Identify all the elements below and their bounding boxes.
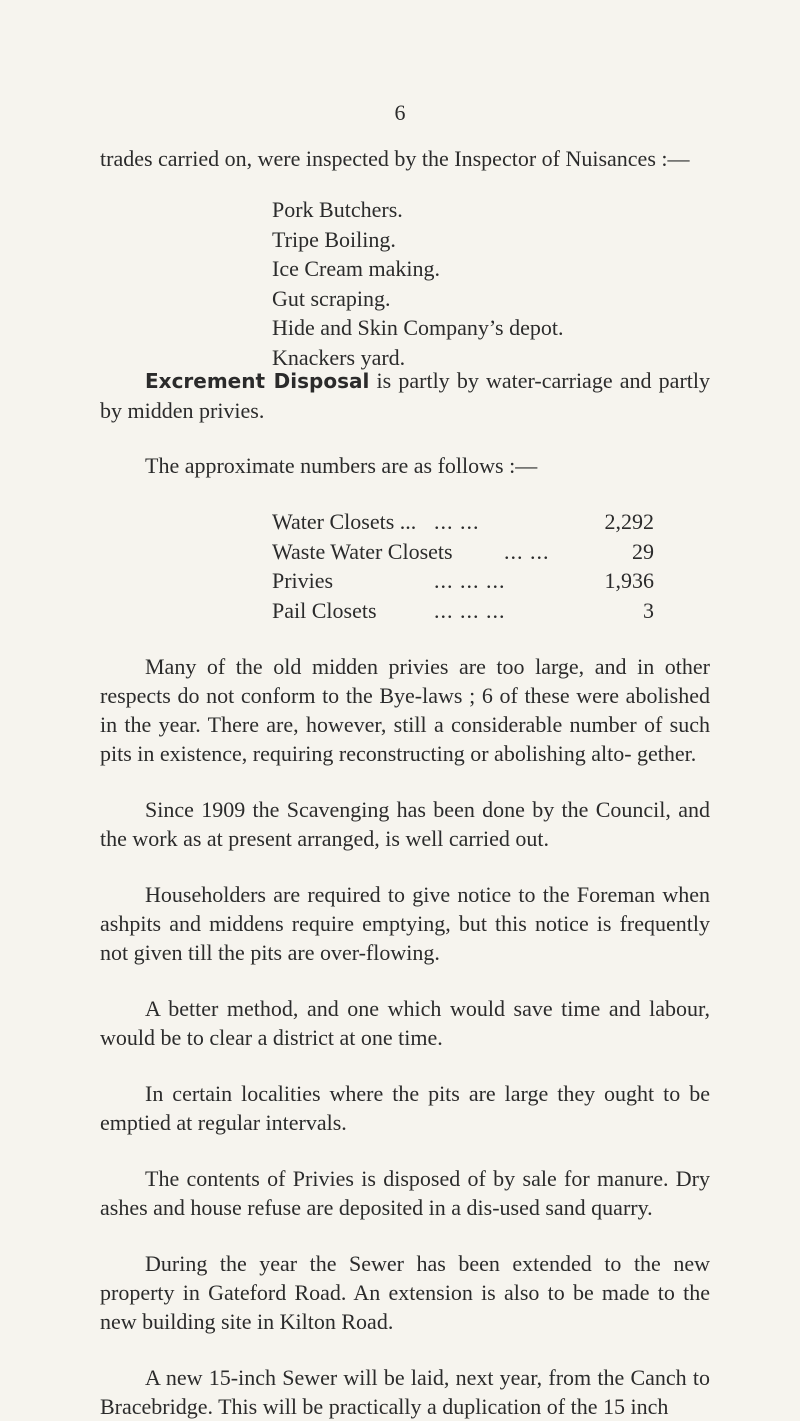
paragraph-householders: Householders are required to give notice to the Foreman when ashpits and middens require emptying, but this notice is frequently not given till the pits are over-flowing. [100,882,710,965]
row-label: Water Closets ... [272,509,417,534]
list-item: Gut scraping. [272,285,391,311]
paragraph-localities: In certain localities where the pits are large they ought to be emptied at regular intervals. [100,1081,710,1135]
paragraph-sewer: During the year the Sewer has been extended to the new property in Gateford Road. An extension is also to be made to the new building site in Kilton Road. [100,1251,710,1334]
row-value: 2,292 [604,509,654,534]
excrement-text: is partly by water-carriage and partly by midden privies. [100,368,710,423]
row-value: 1,936 [604,568,654,593]
page-number: 6 [394,100,406,125]
trades-list [272,195,563,372]
list-item: Pork Butchers. [272,197,403,222]
row-leader: ... ... ... [434,597,506,623]
row-label: Pail Closets [272,597,377,623]
paragraph-method: A better method, and one which would save time and labour, would be to clear a district at one time. [100,996,710,1050]
table-row [272,566,654,596]
list-item: Knackers yard. [272,344,406,370]
excrement-paragraph [100,366,710,425]
intro-text: trades carried on, were inspected by the Inspector of Nuisances :— [100,146,690,171]
paragraph-new-sewer: A new 15-inch Sewer will be laid, next year, from the Canch to Bracebridge. This will be practically a duplication of the 15 inch [100,1365,710,1419]
list-item: Tripe Boiling. [272,226,396,252]
row-leader: ... ... ... [434,568,506,593]
paragraph-midden: Many of the old midden privies are too large, and in other respects do not conform to the Bye-laws ; 6 of these were abolished in the year. There are, however, still a considerable number of such pits in existence, requiring reconstructing or abolishing alto- gether. [100,654,710,766]
closets-table [272,507,654,625]
table-row [272,507,654,537]
list-item: Ice Cream making. [272,256,440,281]
list-item: Hide and Skin Company’s depot. [272,315,564,340]
row-leader: ... ... [434,509,480,534]
row-label: Privies [272,568,334,593]
row-value: 3 [643,597,654,623]
numbers-intro: The approximate numbers are as follows :— [145,453,538,478]
row-label: Waste Water Closets [272,538,453,564]
table-row [272,596,654,626]
row-leader: ... ... [504,538,550,564]
table-row [272,537,654,567]
paragraph-scavenging: Since 1909 the Scavenging has been done by the Council, and the work as at present arranged, is well carried out. [100,797,710,851]
row-value: 29 [632,538,654,564]
section-heading: Excrement Disposal [145,369,370,393]
paragraph-privies: The contents of Privies is disposed of by sale for manure. Dry ashes and house refuse are deposited in a dis-used sand quarry. [100,1166,710,1220]
